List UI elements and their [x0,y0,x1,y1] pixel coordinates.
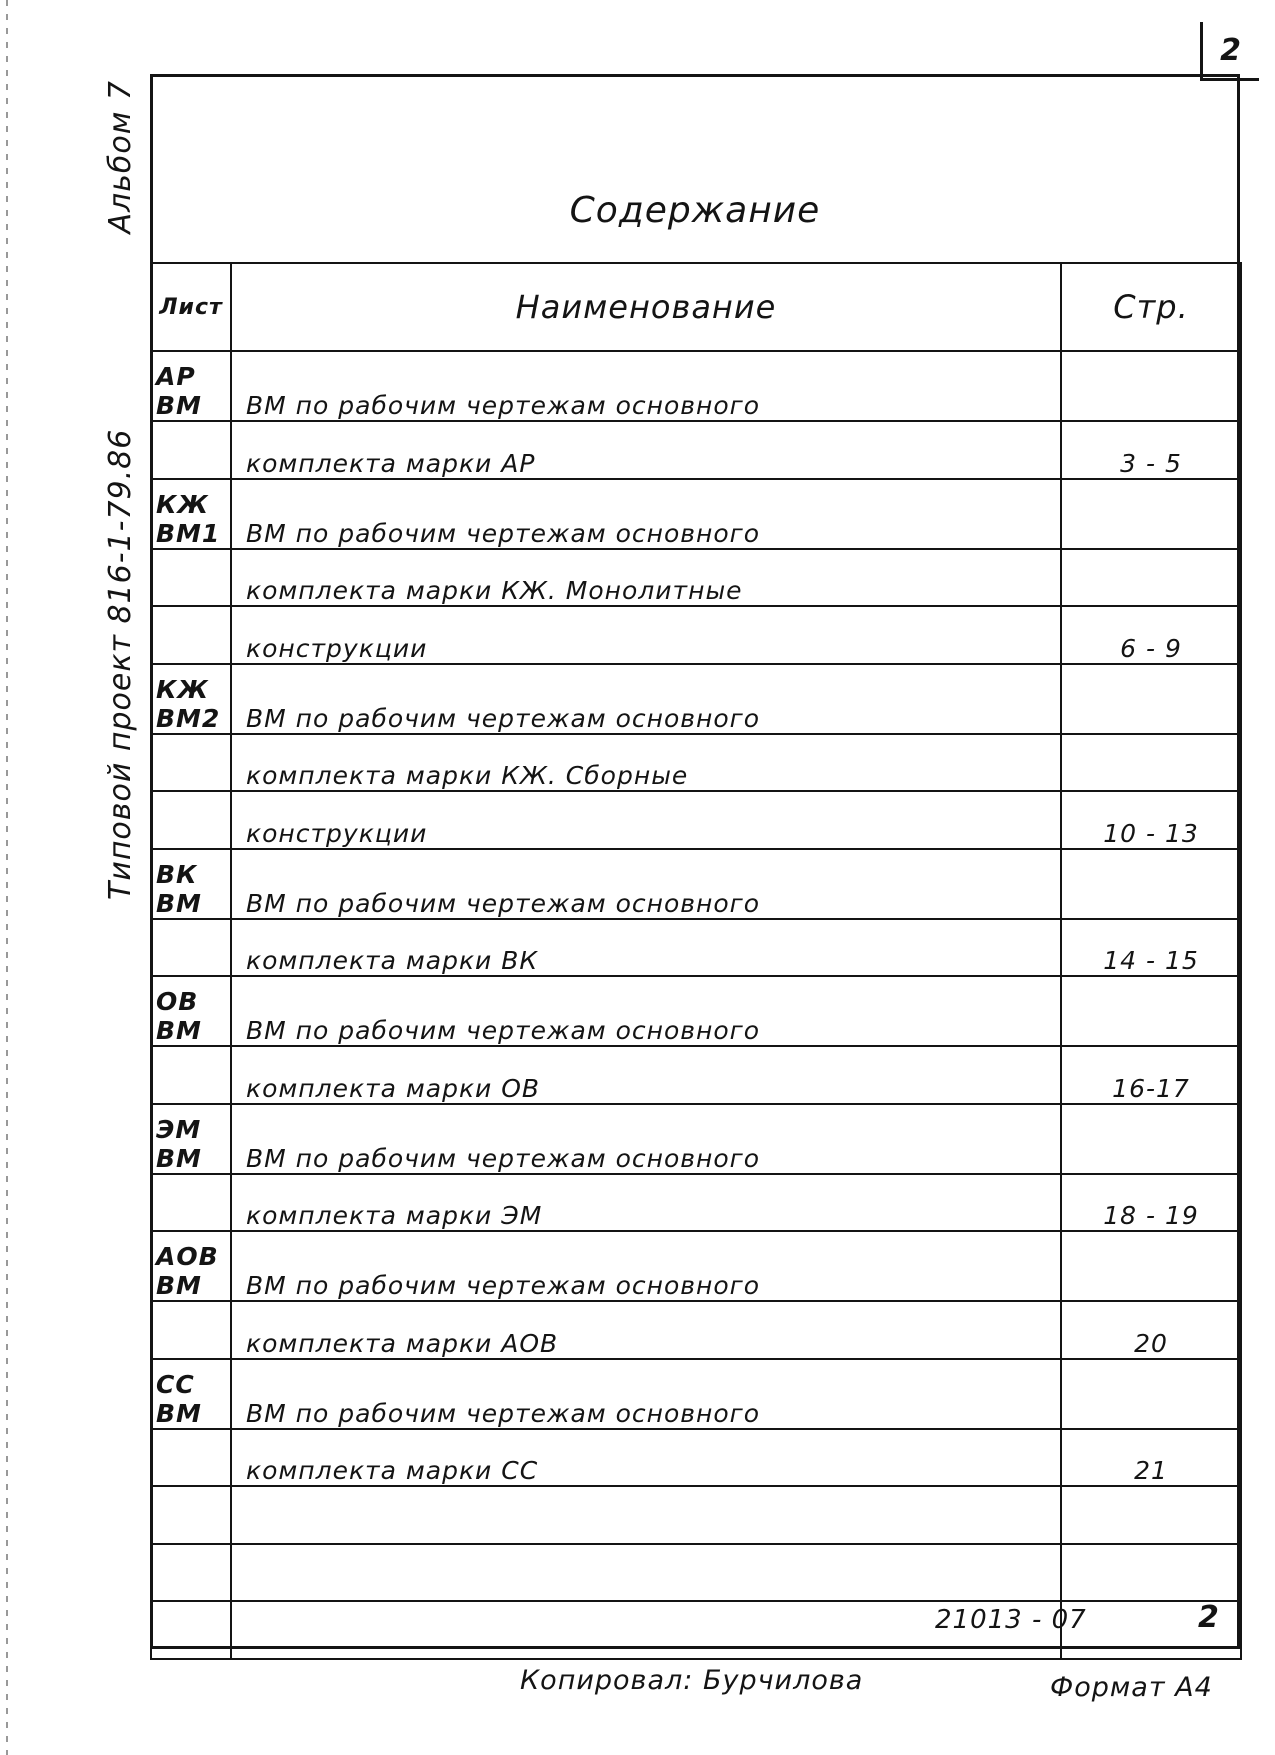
cell-page: 21 [1061,1429,1241,1487]
table-header-row [151,263,1241,351]
table-row [151,849,1241,919]
table-row [151,734,1241,792]
cell-name: ВМ по рабочим чертежам основного [231,351,1061,421]
cell-name: комплекта марки СС [231,1429,1061,1487]
table-row [151,791,1241,849]
cell-name: ВМ по рабочим чертежам основного [231,1231,1061,1301]
cell-name: ВМ по рабочим чертежам основного [231,1359,1061,1429]
table-row [151,1104,1241,1174]
cell-page [1061,849,1241,919]
cell-sheet: КЖ ВМ2 [151,664,231,734]
table-row [151,1359,1241,1429]
contents-table [150,262,1242,1660]
cell-sheet: КЖ ВМ1 [151,479,231,549]
cell-page [1061,664,1241,734]
cell-page [1061,351,1241,421]
cell-page [1061,1231,1241,1301]
table-row [151,1301,1241,1359]
cell-sheet: АОВ ВМ [151,1231,231,1301]
cell-name: комплекта марки АОВ [231,1301,1061,1359]
page-number: 2 [1200,22,1259,81]
cell-sheet [151,1601,231,1659]
page-title: Содержание [569,190,821,231]
cell-name: ВМ по рабочим чертежам основного [231,479,1061,549]
cell-page [1061,549,1241,607]
cell-sheet [151,1301,231,1359]
table-row [151,976,1241,1046]
cell-page [1061,976,1241,1046]
table-row [151,1486,1241,1544]
header-sheet: Лист [151,263,231,351]
cell-name: комплекта марки КЖ. Монолитные [231,549,1061,607]
table-row [151,351,1241,421]
album-label: Альбом 7 [102,80,138,234]
cell-name: ВМ по рабочим чертежам основного [231,664,1061,734]
table-row [151,606,1241,664]
cell-sheet: ВК ВМ [151,849,231,919]
table-row [151,1046,1241,1104]
cell-page: 20 [1061,1301,1241,1359]
cell-sheet [151,1174,231,1232]
cell-sheet: СС ВМ [151,1359,231,1429]
cell-name: ВМ по рабочим чертежам основного [231,1104,1061,1174]
cell-name: комплекта марки ВК [231,919,1061,977]
cell-name: комплекта марки АР [231,421,1061,479]
header-name: Наименование [231,263,1061,351]
header-page: Стр. [1061,263,1241,351]
document-code: 21013 - 07 [935,1605,1087,1635]
cell-page [1061,1486,1241,1544]
cell-page [1061,1544,1241,1602]
cell-name: ВМ по рабочим чертежам основного [231,849,1061,919]
cell-sheet [151,919,231,977]
cell-sheet [151,549,231,607]
table-row [151,421,1241,479]
cell-page [1061,1104,1241,1174]
table-row [151,1544,1241,1602]
cell-page [1061,1359,1241,1429]
cell-sheet [151,1486,231,1544]
cell-page: 6 - 9 [1061,606,1241,664]
paper-format: Формат А4 [1050,1672,1213,1703]
cell-sheet [151,606,231,664]
scan-edge [6,0,8,1755]
cell-sheet: ОВ ВМ [151,976,231,1046]
table-row [151,479,1241,549]
cell-name: конструкции [231,791,1061,849]
cell-sheet [151,734,231,792]
cell-name: комплекта марки ОВ [231,1046,1061,1104]
cell-page: 18 - 19 [1061,1174,1241,1232]
cell-name: комплекта марки КЖ. Сборные [231,734,1061,792]
cell-name: комплекта марки ЭМ [231,1174,1061,1232]
side-label [95,80,145,900]
table-row [151,664,1241,734]
cell-name [231,1544,1061,1602]
table-body [151,351,1241,1659]
cell-page [1061,734,1241,792]
cell-sheet [151,791,231,849]
copied-by: Копировал: Бурчилова [520,1665,864,1696]
cell-sheet [151,421,231,479]
cell-name: конструкции [231,606,1061,664]
table-row [151,919,1241,977]
cell-page [1061,479,1241,549]
cell-page: 14 - 15 [1061,919,1241,977]
cell-sheet [151,1046,231,1104]
table-row [151,549,1241,607]
cell-page: 3 - 5 [1061,421,1241,479]
cell-sheet: АР ВМ [151,351,231,421]
cell-sheet [151,1544,231,1602]
sheet-number: 2 [1198,1600,1220,1635]
cell-sheet: ЭМ ВМ [151,1104,231,1174]
cell-name [231,1486,1061,1544]
table-row [151,1231,1241,1301]
table-row [151,1174,1241,1232]
table-row [151,1429,1241,1487]
project-label: Типовой проект 816-1-79.86 [102,428,138,900]
cell-page: 10 - 13 [1061,791,1241,849]
cell-sheet [151,1429,231,1487]
cell-page: 16-17 [1061,1046,1241,1104]
cell-name: ВМ по рабочим чертежам основного [231,976,1061,1046]
